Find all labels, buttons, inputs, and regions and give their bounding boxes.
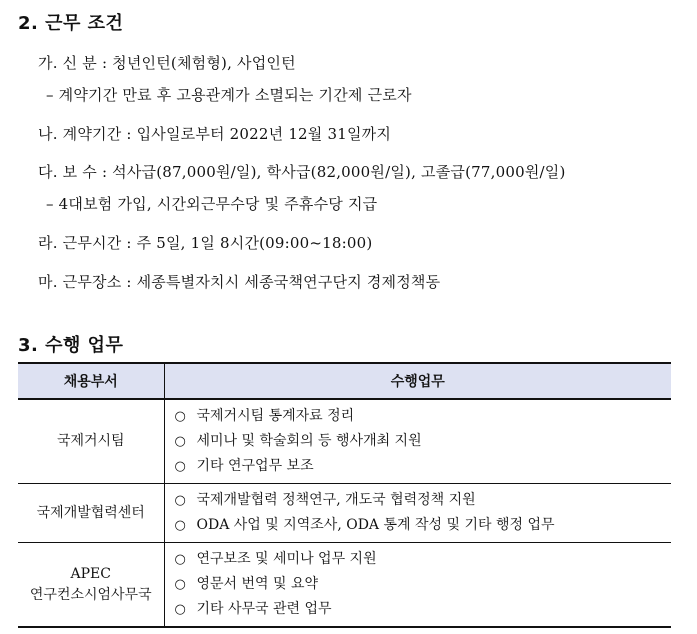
table-row: [18, 399, 671, 484]
circle-bullet-icon: ○: [174, 493, 186, 508]
condition-work-hours: 라. 근무시간 : 주 5일, 1일 8시간(09:00~18:00): [38, 234, 373, 252]
circle-bullet-icon: ○: [174, 434, 186, 449]
circle-bullet-icon: ○: [174, 577, 186, 592]
duty-item: ○ 세미나 및 학술회의 등 행사개최 지원: [175, 429, 672, 454]
circle-bullet-icon: ○: [174, 518, 186, 533]
department-name: APEC: [70, 565, 111, 582]
condition-contract-period: 나. 계약기간 : 입사일로부터 2022년 12월 31일까지: [38, 125, 392, 143]
section-2-heading: 2. 근무 조건: [18, 13, 124, 34]
department-name: 연구컨소시엄사무국: [29, 586, 152, 603]
condition-status: 가. 신 분 : 청년인턴(체험형), 사업인턴: [38, 54, 296, 72]
condition-pay: 다. 보 수 : 석사급(87,000원/일), 학사급(82,000원/일), 고졸급(77,000원/일): [38, 163, 566, 181]
duty-item: ○ ODA 사업 및 지역조사, ODA 통계 작성 및 기타 행정 업무: [175, 513, 672, 538]
department-name: 국제거시팀: [56, 433, 125, 449]
duty-item: ○ 연구보조 및 세미나 업무 지원: [175, 547, 672, 572]
duties-cell: [164, 484, 671, 543]
duty-item: ○ 기타 사무국 관련 업무: [175, 597, 672, 622]
department-cell: [18, 399, 164, 484]
table-header-row: [18, 363, 671, 399]
table-row: [18, 484, 671, 543]
circle-bullet-icon: ○: [174, 409, 186, 424]
condition-status-note: – 계약기간 만료 후 고용관계가 소멸되는 기간제 근로자: [46, 86, 412, 104]
circle-bullet-icon: ○: [174, 552, 186, 567]
header-duties: 수행업무: [164, 363, 671, 399]
circle-bullet-icon: ○: [174, 602, 186, 617]
duties-table: [18, 362, 671, 628]
header-department: 채용부서: [18, 363, 164, 399]
condition-pay-note: – 4대보험 가입, 시간외근무수당 및 주휴수당 지급: [46, 195, 378, 213]
condition-work-place: 마. 근무장소 : 세종특별자치시 세종국책연구단지 경제정책동: [38, 273, 441, 291]
section-3-heading: 3. 수행 업무: [18, 335, 124, 356]
table-row: [18, 543, 671, 628]
duty-item: ○ 국제거시팀 통계자료 정리: [175, 404, 672, 429]
department-cell: [18, 543, 164, 628]
duty-item: ○ 영문서 번역 및 요약: [175, 572, 672, 597]
duty-item: ○ 국제개발협력 정책연구, 개도국 협력정책 지원: [175, 488, 672, 513]
duty-item: ○ 기타 연구업무 보조: [175, 454, 672, 479]
duties-cell: [164, 399, 671, 484]
duties-cell: [164, 543, 671, 628]
department-cell: [18, 484, 164, 543]
department-name: 국제개발협력센터: [36, 504, 145, 521]
circle-bullet-icon: ○: [174, 459, 186, 474]
